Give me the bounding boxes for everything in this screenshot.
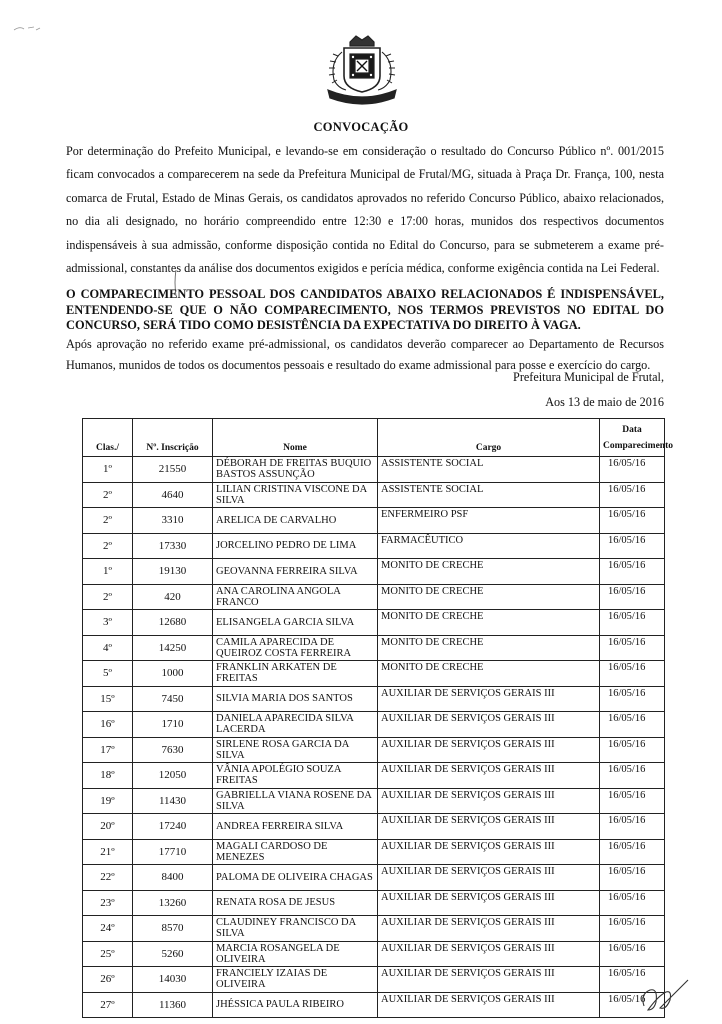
cell-nome: FRANKLIN ARKATEN DE FREITAS <box>213 661 378 687</box>
convocation-paragraph: Por determinação do Prefeito Municipal, e levando-se em consideração o resultado do Concurso Público nº. 001/2015 ficam convocados a comparecerem na sede da Prefeitura Municipal de Frutal/MG, situada à Praça Dr. França, 100, nesta comarca de Frutal, Estado de Minas Gerais, os candidatos aprovados no referido Concurso Público, abaixo relacionados, no dia ali designado, no horário compreendido entre 12:30 e 17:00 horas, munidos dos respectivos documentos indispensáveis à sua admissão, conforme disposição contida no Edital do Concurso, para se submeterem a exame pré-admissional, constantes da análise dos documentos exigidos e perícia médica, conforme exigência contida na Lei Federal. <box>66 144 664 276</box>
table-row <box>83 457 665 483</box>
cell-data: 16/05/16 <box>600 890 665 916</box>
cell-inscricao: 14250 <box>133 635 213 661</box>
cell-clas: 22º <box>83 865 133 891</box>
cell-inscricao: 8570 <box>133 916 213 942</box>
cell-nome: VÂNIA APOLÉGIO SOUZA FREITAS <box>213 763 378 789</box>
cell-clas: 19º <box>83 788 133 814</box>
cell-inscricao: 12050 <box>133 763 213 789</box>
cell-data: 16/05/16 <box>600 967 665 993</box>
cell-clas: 5º <box>83 661 133 687</box>
cell-data: 16/05/16 <box>600 686 665 712</box>
cell-nome: SILVIA MARIA DOS SANTOS <box>213 686 378 712</box>
table-row <box>83 661 665 687</box>
cell-inscricao: 17710 <box>133 839 213 865</box>
document-title: CONVOCAÇÃO <box>313 120 409 134</box>
cell-data: 16/05/16 <box>600 559 665 585</box>
cell-inscricao: 420 <box>133 584 213 610</box>
table-row <box>83 712 665 738</box>
cell-nome: ANDREA FERREIRA SILVA <box>213 814 378 840</box>
cell-clas: 3º <box>83 610 133 636</box>
header-data-line1: Data <box>622 424 642 435</box>
cell-cargo: AUXILIAR DE SERVIÇOS GERAIS III <box>378 814 600 840</box>
cell-cargo: MONITO DE CRECHE <box>378 635 600 661</box>
cell-cargo: MONITO DE CRECHE <box>378 661 600 687</box>
cell-data: 16/05/16 <box>600 635 665 661</box>
cell-clas: 2º <box>83 584 133 610</box>
cell-cargo: AUXILIAR DE SERVIÇOS GERAIS III <box>378 839 600 865</box>
cell-inscricao: 8400 <box>133 865 213 891</box>
cell-clas: 4º <box>83 635 133 661</box>
post-approval-paragraph: Após aprovação no referido exame pré-admissional, os candidatos deverão comparecer ao Departamento de Recursos Humanos, munidos de todos os documentos pessoais e resultado do exame admissional para posse e exercício do cargo. <box>66 337 664 372</box>
table-row <box>83 763 665 789</box>
cell-data: 16/05/16 <box>600 661 665 687</box>
cell-data: 16/05/16 <box>600 916 665 942</box>
table-row <box>83 584 665 610</box>
cell-clas: 21º <box>83 839 133 865</box>
handwritten-initials <box>636 976 692 1016</box>
scan-mark <box>12 22 42 34</box>
table-row <box>83 788 665 814</box>
signature-date: Aos 13 de maio de 2016 <box>545 395 664 409</box>
cell-cargo: MONITO DE CRECHE <box>378 584 600 610</box>
table-header-row <box>83 419 665 457</box>
cell-data: 16/05/16 <box>600 992 665 1018</box>
cell-cargo: AUXILIAR DE SERVIÇOS GERAIS III <box>378 916 600 942</box>
cell-inscricao: 7630 <box>133 737 213 763</box>
cell-data: 16/05/16 <box>600 508 665 534</box>
cell-inscricao: 19130 <box>133 559 213 585</box>
cell-nome: LILIAN CRISTINA VISCONE DA SILVA <box>213 482 378 508</box>
cell-clas: 17º <box>83 737 133 763</box>
cell-nome: DÉBORAH DE FREITAS BUQUIO BASTOS ASSUNÇÃO <box>213 457 378 483</box>
table-row <box>83 992 665 1018</box>
cell-data: 16/05/16 <box>600 941 665 967</box>
cell-cargo: AUXILIAR DE SERVIÇOS GERAIS III <box>378 686 600 712</box>
cell-clas: 25º <box>83 941 133 967</box>
cell-inscricao: 14030 <box>133 967 213 993</box>
cell-inscricao: 5260 <box>133 941 213 967</box>
attendance-notice: O COMPARECIMENTO PESSOAL DOS CANDIDATOS ABAIXO RELACIONADOS É INDISPENSÁVEL, ENTENDENDO-SE QUE O NÃO COMPARECIMENTO, NOS TERMOS PREVISTOS NO EDITAL DO CONCURSO, SERÁ TIDO COMO DESISTÊNCIA DA EXPECTATIVA DO DIREITO À VAGA. <box>66 287 664 332</box>
table-row <box>83 635 665 661</box>
cell-cargo: MONITO DE CRECHE <box>378 559 600 585</box>
cell-data: 16/05/16 <box>600 865 665 891</box>
cell-cargo: AUXILIAR DE SERVIÇOS GERAIS III <box>378 967 600 993</box>
header-data-line2: Comparecimento <box>603 440 674 451</box>
table-row <box>83 482 665 508</box>
cell-data: 16/05/16 <box>600 737 665 763</box>
cell-clas: 2º <box>83 482 133 508</box>
table-row <box>83 686 665 712</box>
table-row <box>83 737 665 763</box>
header-inscricao: Nº. Inscrição <box>133 419 213 457</box>
cell-cargo: FARMACÊUTICO <box>378 533 600 559</box>
cell-clas: 23º <box>83 890 133 916</box>
cell-inscricao: 3310 <box>133 508 213 534</box>
cell-clas: 26º <box>83 967 133 993</box>
cell-clas: 20º <box>83 814 133 840</box>
cell-clas: 2º <box>83 533 133 559</box>
cell-nome: JORCELINO PEDRO DE LIMA <box>213 533 378 559</box>
table-row <box>83 533 665 559</box>
table-row <box>83 865 665 891</box>
cell-nome: ARELICA DE CARVALHO <box>213 508 378 534</box>
cell-clas: 1º <box>83 457 133 483</box>
cell-cargo: AUXILIAR DE SERVIÇOS GERAIS III <box>378 763 600 789</box>
cell-cargo: ENFERMEIRO PSF <box>378 508 600 534</box>
cell-cargo: AUXILIAR DE SERVIÇOS GERAIS III <box>378 712 600 738</box>
cell-data: 16/05/16 <box>600 814 665 840</box>
cell-inscricao: 21550 <box>133 457 213 483</box>
cell-cargo: AUXILIAR DE SERVIÇOS GERAIS III <box>378 788 600 814</box>
cell-inscricao: 17330 <box>133 533 213 559</box>
cell-data: 16/05/16 <box>600 533 665 559</box>
table-row <box>83 967 665 993</box>
cell-cargo: AUXILIAR DE SERVIÇOS GERAIS III <box>378 941 600 967</box>
table-row <box>83 916 665 942</box>
cell-data: 16/05/16 <box>600 457 665 483</box>
cell-nome: CAMILA APARECIDA DE QUEIROZ COSTA FERREIRA <box>213 635 378 661</box>
cell-cargo: AUXILIAR DE SERVIÇOS GERAIS III <box>378 992 600 1018</box>
cell-clas: 1º <box>83 559 133 585</box>
municipal-crest-logo <box>312 32 412 102</box>
cell-inscricao: 11360 <box>133 992 213 1018</box>
cell-inscricao: 1710 <box>133 712 213 738</box>
cell-inscricao: 17240 <box>133 814 213 840</box>
cell-data: 16/05/16 <box>600 610 665 636</box>
table-row <box>83 890 665 916</box>
cell-nome: GABRIELLA VIANA ROSENE DA SILVA <box>213 788 378 814</box>
cell-clas: 15º <box>83 686 133 712</box>
cell-nome: MARCIA ROSANGELA DE OLIVEIRA <box>213 941 378 967</box>
cell-clas: 16º <box>83 712 133 738</box>
cell-clas: 24º <box>83 916 133 942</box>
cell-inscricao: 12680 <box>133 610 213 636</box>
table-row <box>83 941 665 967</box>
cell-clas: 18º <box>83 763 133 789</box>
cell-data: 16/05/16 <box>600 763 665 789</box>
cell-cargo: AUXILIAR DE SERVIÇOS GERAIS III <box>378 890 600 916</box>
cell-clas: 2º <box>83 508 133 534</box>
cell-data: 16/05/16 <box>600 584 665 610</box>
cell-nome: SIRLENE ROSA GARCIA DA SILVA <box>213 737 378 763</box>
candidates-table <box>82 418 674 1018</box>
header-data <box>600 419 674 457</box>
table-row <box>83 508 665 534</box>
header-cargo: Cargo <box>378 419 600 457</box>
cell-cargo: ASSISTENTE SOCIAL <box>378 482 600 508</box>
cell-nome: DANIELA APARECIDA SILVA LACERDA <box>213 712 378 738</box>
cell-data: 16/05/16 <box>600 712 665 738</box>
cell-cargo: MONITO DE CRECHE <box>378 610 600 636</box>
cell-nome: MAGALI CARDOSO DE MENEZES <box>213 839 378 865</box>
cell-nome: ANA CAROLINA ANGOLA FRANCO <box>213 584 378 610</box>
cell-inscricao: 11430 <box>133 788 213 814</box>
cell-inscricao: 4640 <box>133 482 213 508</box>
cell-cargo: AUXILIAR DE SERVIÇOS GERAIS III <box>378 737 600 763</box>
header-nome: Nome <box>213 419 378 457</box>
cell-nome: ELISANGELA GARCIA SILVA <box>213 610 378 636</box>
cell-inscricao: 13260 <box>133 890 213 916</box>
cell-nome: PALOMA DE OLIVEIRA CHAGAS <box>213 865 378 891</box>
cell-clas: 27º <box>83 992 133 1018</box>
header-clas: Clas./ <box>83 419 133 457</box>
signature-place: Prefeitura Municipal de Frutal, <box>513 370 664 384</box>
cell-nome: GEOVANNA FERREIRA SILVA <box>213 559 378 585</box>
cell-nome: FRANCIELY IZAIAS DE OLIVEIRA <box>213 967 378 993</box>
table-row <box>83 814 665 840</box>
cell-nome: RENATA ROSA DE JESUS <box>213 890 378 916</box>
table-row <box>83 839 665 865</box>
cell-data: 16/05/16 <box>600 788 665 814</box>
table-row <box>83 559 665 585</box>
cell-data: 16/05/16 <box>600 839 665 865</box>
cell-cargo: AUXILIAR DE SERVIÇOS GERAIS III <box>378 865 600 891</box>
cell-cargo: ASSISTENTE SOCIAL <box>378 457 600 483</box>
cell-data: 16/05/16 <box>600 482 665 508</box>
table-row <box>83 610 665 636</box>
cell-nome: CLAUDINEY FRANCISCO DA SILVA <box>213 916 378 942</box>
cell-inscricao: 1000 <box>133 661 213 687</box>
cell-inscricao: 7450 <box>133 686 213 712</box>
cell-nome: JHÉSSICA PAULA RIBEIRO <box>213 992 378 1018</box>
